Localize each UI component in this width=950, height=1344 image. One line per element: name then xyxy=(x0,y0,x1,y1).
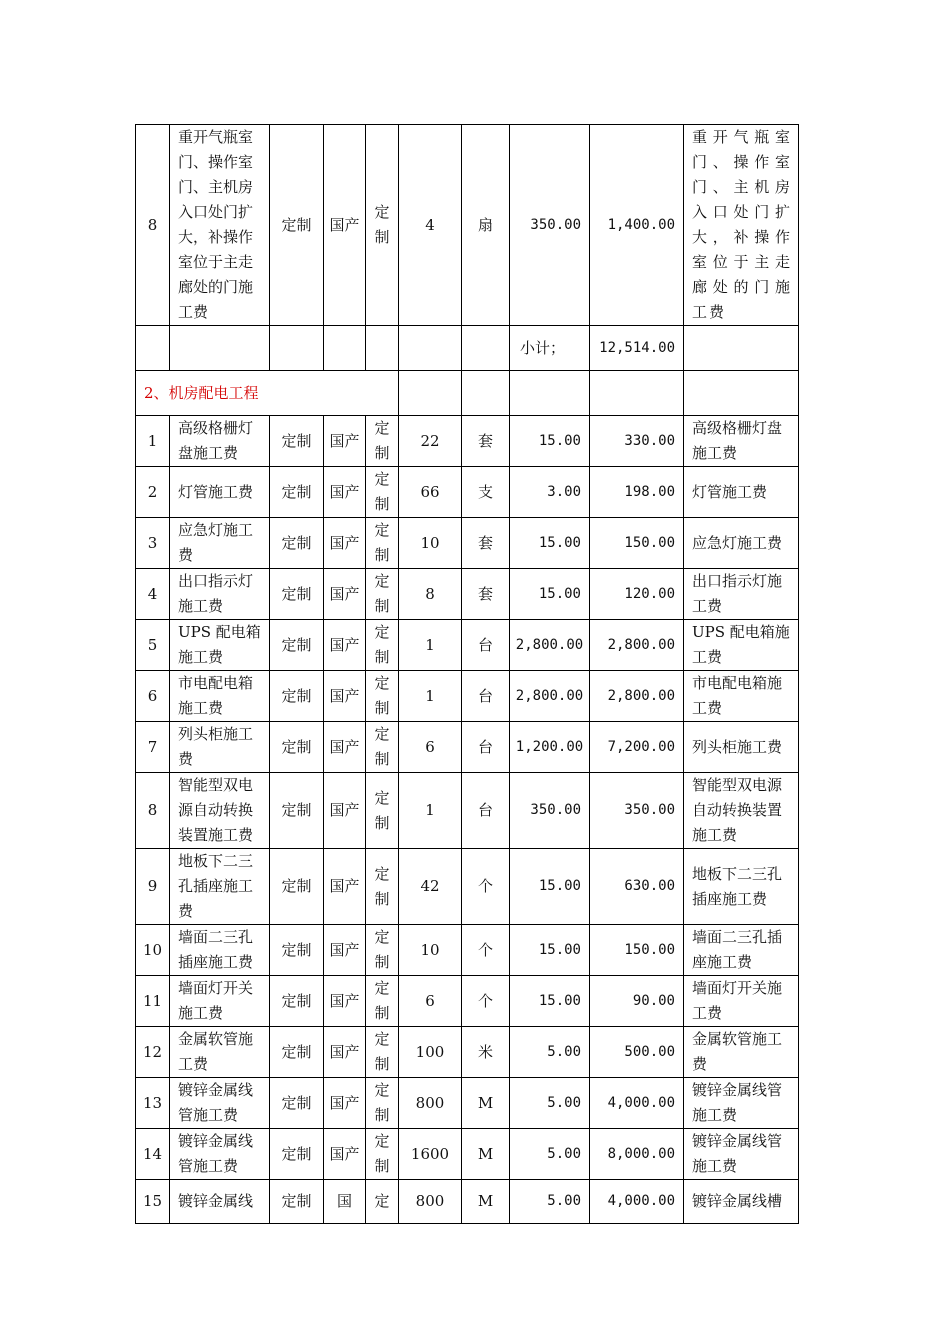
item-quantity: 42 xyxy=(399,849,462,925)
item-spec: 定制 xyxy=(270,1129,324,1180)
item-remark: 智能型双电源自动转换装置施工费 xyxy=(684,773,799,849)
item-spec: 定制 xyxy=(270,925,324,976)
item-remark: 应急灯施工费 xyxy=(684,518,799,569)
item-unit: 米 xyxy=(462,1027,510,1078)
item-name: 金属软管施工费 xyxy=(170,1027,270,1078)
item-remark: 镀锌金属线管施工费 xyxy=(684,1078,799,1129)
item-origin: 国产 xyxy=(324,416,366,467)
item-origin: 国产 xyxy=(324,925,366,976)
table-row xyxy=(136,773,799,849)
item-total: 2,800.00 xyxy=(590,671,684,722)
item-remark: 灯管施工费 xyxy=(684,467,799,518)
item-total: 7,200.00 xyxy=(590,722,684,773)
item-spec: 定制 xyxy=(270,773,324,849)
item-number: 12 xyxy=(136,1027,170,1078)
item-unit: 套 xyxy=(462,416,510,467)
item-origin: 国产 xyxy=(324,722,366,773)
item-remark: 出口指示灯施工费 xyxy=(684,569,799,620)
item-unit-price: 5.00 xyxy=(510,1129,590,1180)
item-number: 4 xyxy=(136,569,170,620)
item-remark: 墙面灯开关施工费 xyxy=(684,976,799,1027)
item-name: 出口指示灯施工费 xyxy=(170,569,270,620)
item-number: 14 xyxy=(136,1129,170,1180)
item-name: 镀锌金属线 xyxy=(170,1180,270,1224)
item-unit-price: 5.00 xyxy=(510,1078,590,1129)
item-spec: 定制 xyxy=(270,671,324,722)
table-row xyxy=(136,722,799,773)
item-spec: 定制 xyxy=(270,416,324,467)
item-remark: 墙面二三孔插座施工费 xyxy=(684,925,799,976)
item-brand: 定制 xyxy=(366,671,399,722)
item-brand: 定制 xyxy=(366,976,399,1027)
item-total: 630.00 xyxy=(590,849,684,925)
item-quantity: 6 xyxy=(399,976,462,1027)
item-spec: 定制 xyxy=(270,976,324,1027)
item-name: 重开气瓶室门、操作室门、主机房入口处门扩大，补操作室位于主走廊处的门施工费 xyxy=(170,125,270,326)
item-unit: M xyxy=(462,1078,510,1129)
item-brand: 定制 xyxy=(366,569,399,620)
item-unit: 台 xyxy=(462,773,510,849)
item-spec: 定制 xyxy=(270,849,324,925)
item-total: 150.00 xyxy=(590,925,684,976)
item-unit: M xyxy=(462,1180,510,1224)
item-remark: 列头柜施工费 xyxy=(684,722,799,773)
item-brand: 定制 xyxy=(366,467,399,518)
item-unit-price: 15.00 xyxy=(510,849,590,925)
item-name: 灯管施工费 xyxy=(170,467,270,518)
item-total: 500.00 xyxy=(590,1027,684,1078)
item-quantity: 66 xyxy=(399,467,462,518)
item-quantity: 1 xyxy=(399,671,462,722)
table-row xyxy=(136,1078,799,1129)
item-spec: 定制 xyxy=(270,518,324,569)
table-row xyxy=(136,467,799,518)
item-spec: 定制 xyxy=(270,1180,324,1224)
item-origin: 国产 xyxy=(324,467,366,518)
item-name: 墙面二三孔插座施工费 xyxy=(170,925,270,976)
item-unit-price: 2,800.00 xyxy=(510,620,590,671)
item-origin: 国产 xyxy=(324,849,366,925)
item-origin: 国产 xyxy=(324,1027,366,1078)
item-unit-price: 5.00 xyxy=(510,1027,590,1078)
item-origin: 国产 xyxy=(324,125,366,326)
item-brand: 定制 xyxy=(366,416,399,467)
item-remark: 镀锌金属线管施工费 xyxy=(684,1129,799,1180)
item-name: 列头柜施工费 xyxy=(170,722,270,773)
item-total: 330.00 xyxy=(590,416,684,467)
item-origin: 国产 xyxy=(324,518,366,569)
item-total: 1,400.00 xyxy=(590,125,684,326)
item-unit: 台 xyxy=(462,671,510,722)
item-number: 13 xyxy=(136,1078,170,1129)
item-quantity: 800 xyxy=(399,1180,462,1224)
item-unit: 台 xyxy=(462,620,510,671)
item-unit-price: 5.00 xyxy=(510,1180,590,1224)
table-row xyxy=(136,976,799,1027)
item-name: 智能型双电源自动转换装置施工费 xyxy=(170,773,270,849)
item-unit-price: 15.00 xyxy=(510,416,590,467)
item-remark: 重开气瓶室门、操作室门、主机房入口处门扩大，补操作室位于主走廊处的门施工费 xyxy=(684,125,799,326)
item-brand: 定制 xyxy=(366,125,399,326)
item-number: 8 xyxy=(136,125,170,326)
item-unit: 套 xyxy=(462,569,510,620)
item-name: 高级格栅灯盘施工费 xyxy=(170,416,270,467)
item-number: 2 xyxy=(136,467,170,518)
item-brand: 定制 xyxy=(366,1129,399,1180)
item-remark: 地板下二三孔插座施工费 xyxy=(684,849,799,925)
table-row xyxy=(136,849,799,925)
item-total: 350.00 xyxy=(590,773,684,849)
item-origin: 国产 xyxy=(324,1129,366,1180)
item-name: 镀锌金属线管施工费 xyxy=(170,1129,270,1180)
item-quantity: 1 xyxy=(399,620,462,671)
item-total: 90.00 xyxy=(590,976,684,1027)
section-row xyxy=(136,371,799,416)
section-title: 2、机房配电工程 xyxy=(136,371,399,416)
item-total: 8,000.00 xyxy=(590,1129,684,1180)
item-brand: 定制 xyxy=(366,518,399,569)
item-total: 120.00 xyxy=(590,569,684,620)
subtotal-value: 12,514.00 xyxy=(590,326,684,371)
item-origin: 国产 xyxy=(324,773,366,849)
item-unit: 个 xyxy=(462,849,510,925)
table-row xyxy=(136,925,799,976)
item-remark: 高级格栅灯盘施工费 xyxy=(684,416,799,467)
item-brand: 定制 xyxy=(366,620,399,671)
item-quantity: 10 xyxy=(399,925,462,976)
item-name: 地板下二三孔插座施工费 xyxy=(170,849,270,925)
item-unit-price: 15.00 xyxy=(510,976,590,1027)
table-row xyxy=(136,620,799,671)
item-origin: 国产 xyxy=(324,976,366,1027)
item-total: 2,800.00 xyxy=(590,620,684,671)
item-unit-price: 3.00 xyxy=(510,467,590,518)
item-remark: 市电配电箱施工费 xyxy=(684,671,799,722)
item-origin: 国产 xyxy=(324,569,366,620)
item-unit-price: 15.00 xyxy=(510,925,590,976)
item-name: 镀锌金属线管施工费 xyxy=(170,1078,270,1129)
item-origin: 国 xyxy=(324,1180,366,1224)
item-number: 3 xyxy=(136,518,170,569)
item-number: 11 xyxy=(136,976,170,1027)
item-origin: 国产 xyxy=(324,1078,366,1129)
subtotal-row xyxy=(136,326,799,371)
item-total: 4,000.00 xyxy=(590,1180,684,1224)
item-quantity: 10 xyxy=(399,518,462,569)
item-remark: 镀锌金属线槽 xyxy=(684,1180,799,1224)
item-spec: 定制 xyxy=(270,1027,324,1078)
item-brand: 定制 xyxy=(366,849,399,925)
item-number: 8 xyxy=(136,773,170,849)
item-number: 6 xyxy=(136,671,170,722)
item-number: 15 xyxy=(136,1180,170,1224)
item-total: 150.00 xyxy=(590,518,684,569)
item-total: 4,000.00 xyxy=(590,1078,684,1129)
item-quantity: 1 xyxy=(399,773,462,849)
item-unit: 台 xyxy=(462,722,510,773)
item-quantity: 6 xyxy=(399,722,462,773)
item-spec: 定制 xyxy=(270,125,324,326)
item-unit: 个 xyxy=(462,925,510,976)
item-spec: 定制 xyxy=(270,620,324,671)
item-unit-price: 1,200.00 xyxy=(510,722,590,773)
item-brand: 定制 xyxy=(366,722,399,773)
item-brand: 定制 xyxy=(366,1027,399,1078)
item-unit-price: 15.00 xyxy=(510,569,590,620)
table-row xyxy=(136,416,799,467)
item-spec: 定制 xyxy=(270,1078,324,1129)
table-row xyxy=(136,125,799,326)
item-origin: 国产 xyxy=(324,671,366,722)
item-unit-price: 2,800.00 xyxy=(510,671,590,722)
table-row xyxy=(136,1180,799,1224)
item-unit: M xyxy=(462,1129,510,1180)
item-quantity: 800 xyxy=(399,1078,462,1129)
item-quantity: 100 xyxy=(399,1027,462,1078)
table-row xyxy=(136,518,799,569)
item-unit-price: 350.00 xyxy=(510,773,590,849)
item-unit: 套 xyxy=(462,518,510,569)
item-quantity: 4 xyxy=(399,125,462,326)
item-origin: 国产 xyxy=(324,620,366,671)
item-number: 9 xyxy=(136,849,170,925)
subtotal-label: 小计； xyxy=(510,326,590,371)
item-name: 市电配电箱施工费 xyxy=(170,671,270,722)
item-brand: 定制 xyxy=(366,773,399,849)
item-spec: 定制 xyxy=(270,569,324,620)
item-spec: 定制 xyxy=(270,467,324,518)
item-number: 10 xyxy=(136,925,170,976)
table-row xyxy=(136,1129,799,1180)
item-total: 198.00 xyxy=(590,467,684,518)
item-remark: UPS 配电箱施工费 xyxy=(684,620,799,671)
item-name: UPS 配电箱施工费 xyxy=(170,620,270,671)
item-remark: 金属软管施工费 xyxy=(684,1027,799,1078)
item-unit: 支 xyxy=(462,467,510,518)
item-quantity: 8 xyxy=(399,569,462,620)
item-name: 应急灯施工费 xyxy=(170,518,270,569)
item-unit: 个 xyxy=(462,976,510,1027)
item-spec: 定制 xyxy=(270,722,324,773)
item-number: 5 xyxy=(136,620,170,671)
item-name: 墙面灯开关施工费 xyxy=(170,976,270,1027)
item-brand: 定制 xyxy=(366,1078,399,1129)
table-row xyxy=(136,569,799,620)
item-quantity: 22 xyxy=(399,416,462,467)
item-quantity: 1600 xyxy=(399,1129,462,1180)
item-brand: 定 xyxy=(366,1180,399,1224)
item-number: 7 xyxy=(136,722,170,773)
table-row xyxy=(136,671,799,722)
table-row xyxy=(136,1027,799,1078)
quotation-table xyxy=(135,124,799,1224)
item-unit: 扇 xyxy=(462,125,510,326)
item-unit-price: 350.00 xyxy=(510,125,590,326)
item-brand: 定制 xyxy=(366,925,399,976)
item-number: 1 xyxy=(136,416,170,467)
item-unit-price: 15.00 xyxy=(510,518,590,569)
